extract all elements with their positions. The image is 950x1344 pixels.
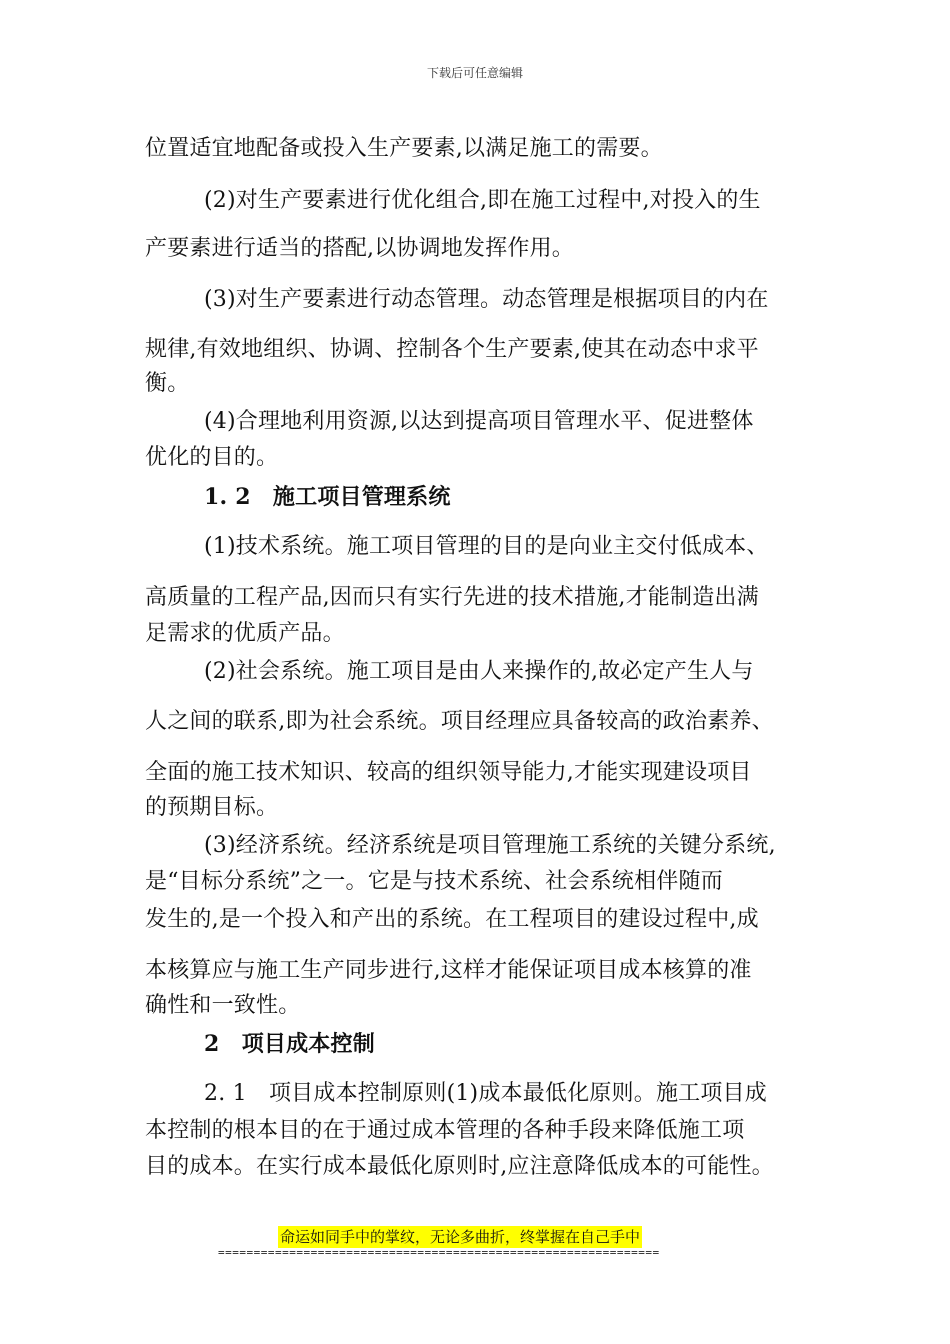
body-line: 目的成本。在实行成本最低化原则时,应注意降低成本的可能性。 [145,1154,774,1179]
body-line: (2)社会系统。施工项目是由人来操作的,故必定产生人与 [204,659,754,684]
body-line: (4)合理地利用资源,以达到提高项目管理水平、促进整体 [204,409,754,434]
footer-slogan: 命运如同手中的掌纹，无论多曲折，终掌握在自己手中 [280,1228,641,1246]
body-line: 规律,有效地组织、协调、控制各个生产要素,使其在动态中求平 [145,337,759,362]
body-line: 本控制的根本目的在于通过成本管理的各种手段来降低施工项 [145,1118,745,1143]
body-line: 产要素进行适当的搭配,以协调地发挥作用。 [145,236,574,261]
section-heading-2: 2 项目成本控制 [204,1031,375,1057]
page-header-note: 下载后可任意编辑 [426,66,523,80]
body-line: 是“目标分系统”之一。它是与技术系统、社会系统相伴随而 [145,869,723,894]
body-line: 的预期目标。 [145,795,279,820]
body-line: 确性和一致性。 [145,993,301,1018]
body-line: (3)对生产要素进行动态管理。动态管理是根据项目的内在 [204,287,769,312]
section-heading-1-2: 1. 2 施工项目管理系统 [204,484,451,510]
body-line: 全面的施工技术知识、较高的组织领导能力,才能实现建设项目 [145,760,752,785]
body-line: 优化的目的。 [145,445,279,470]
body-line: 人之间的联系,即为社会系统。项目经理应具备较高的政治素养、 [145,709,774,734]
body-line: 本核算应与施工生产同步进行,这样才能保证项目成本核算的准 [145,958,752,983]
body-line: (3)经济系统。经济系统是项目管理施工系统的关键分系统, [204,833,776,858]
body-line: 衡。 [145,371,190,396]
body-line: 高质量的工程产品,因而只有实行先进的技术措施,才能制造出满 [145,585,759,610]
body-line: (2)对生产要素进行优化组合,即在施工过程中,对投入的生 [204,188,761,213]
body-line: 2. 1 项目成本控制原则(1)成本最低化原则。施工项目成 [204,1081,767,1106]
body-line: 发生的,是一个投入和产出的系统。在工程项目的建设过程中,成 [145,907,759,932]
body-line: 位置适宜地配备或投入生产要素,以满足施工的需要。 [145,136,663,161]
footer-rule: ============================================================== [218,1246,660,1259]
body-line: 足需求的优质产品。 [145,621,345,646]
body-line: (1)技术系统。施工项目管理的目的是向业主交付低成本、 [204,534,769,559]
